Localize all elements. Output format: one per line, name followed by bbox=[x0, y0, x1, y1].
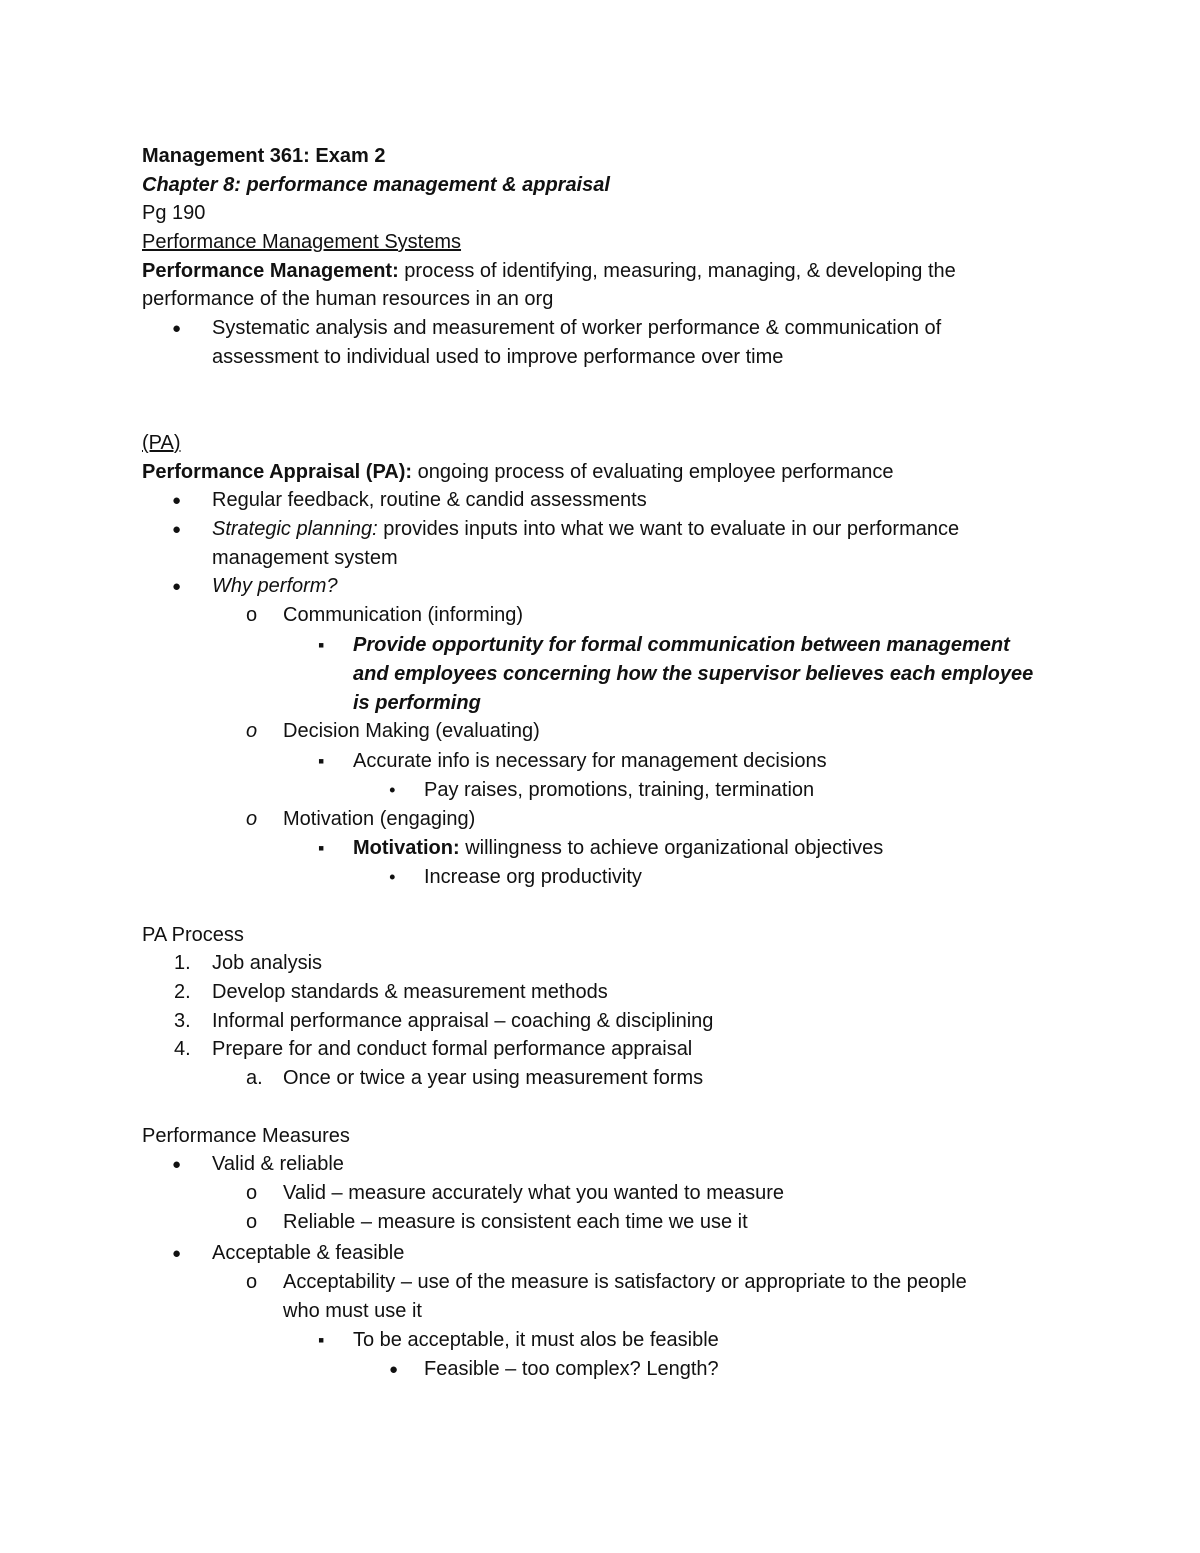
communication-detail-line bbox=[0, 631, 1200, 660]
acceptable-feasible: Acceptable & feasible bbox=[212, 1242, 405, 1264]
pa-heading: (PA) bbox=[142, 432, 181, 454]
pms-bullet-line bbox=[0, 314, 1200, 343]
circle-bullet-icon: o bbox=[246, 1211, 258, 1233]
step-number: 1. bbox=[174, 952, 191, 974]
process-step-line bbox=[0, 1035, 1200, 1064]
communication-line bbox=[0, 601, 1200, 630]
motivation-sub-line bbox=[0, 863, 1200, 892]
dot-bullet-icon: • bbox=[389, 780, 396, 800]
motivation-detail-text: willingness to achieve organizational objectives bbox=[459, 837, 884, 859]
motivation-detail-line bbox=[0, 834, 1200, 863]
measures-reliable-line bbox=[0, 1208, 1200, 1237]
process-step-line bbox=[0, 1007, 1200, 1036]
pa-definition bbox=[142, 458, 893, 487]
pa-bullet-strategic-cont-line bbox=[0, 544, 1200, 573]
chapter-title-line bbox=[0, 171, 1200, 200]
bullet-icon: ● bbox=[172, 492, 182, 509]
circle-bullet-icon: o bbox=[246, 720, 258, 742]
pa-definition-text: ongoing process of evaluating employee performance bbox=[412, 461, 894, 483]
page-reference-line bbox=[0, 199, 1200, 228]
bullet-icon: ● bbox=[172, 320, 182, 337]
decision-detail: Accurate info is necessary for management decisions bbox=[353, 750, 827, 772]
measures-heading: Performance Measures bbox=[142, 1125, 350, 1147]
square-bullet-icon: ▪ bbox=[318, 1330, 325, 1350]
course-title-line bbox=[0, 142, 1200, 171]
circle-bullet-icon: o bbox=[246, 1182, 258, 1204]
pms-bullet-cont-line bbox=[0, 343, 1200, 372]
pa-bullet-strategic-line bbox=[0, 515, 1200, 544]
bullet-icon: ● bbox=[172, 578, 182, 595]
pms-term: Performance Management: bbox=[142, 260, 399, 282]
pa-bullet-feedback: Regular feedback, routine & candid assessments bbox=[212, 489, 647, 511]
decision-line bbox=[0, 717, 1200, 746]
communication-label: Communication (informing) bbox=[283, 604, 524, 626]
course-title: Management 361: Exam 2 bbox=[142, 145, 386, 167]
feasible-text: Feasible – too complex? Length? bbox=[424, 1358, 719, 1380]
measures-heading-line bbox=[0, 1122, 1200, 1151]
bullet-icon: ● bbox=[172, 1156, 182, 1173]
process-heading-line bbox=[0, 921, 1200, 950]
chapter-title: Chapter 8: performance management & appraisal bbox=[142, 174, 610, 196]
square-bullet-icon: ▪ bbox=[318, 838, 325, 858]
step-text: Develop standards & measurement methods bbox=[212, 981, 608, 1003]
pms-bullet-text: Systematic analysis and measurement of worker performance & communication of bbox=[212, 317, 942, 339]
pa-bullet-why-line bbox=[0, 572, 1200, 601]
motivation-label: Motivation (engaging) bbox=[283, 808, 476, 830]
circle-bullet-icon: o bbox=[246, 604, 258, 626]
decision-label: Decision Making (evaluating) bbox=[283, 720, 540, 742]
bullet-icon: ● bbox=[172, 521, 182, 538]
process-step-line bbox=[0, 949, 1200, 978]
motivation-detail bbox=[353, 834, 883, 863]
communication-detail-cont-line bbox=[0, 660, 1200, 689]
pa-bullet-strategic bbox=[212, 515, 959, 544]
why-perform: Why perform? bbox=[212, 575, 338, 597]
step-number: 3. bbox=[174, 1010, 191, 1032]
measures-to-be-acceptable-line bbox=[0, 1326, 1200, 1355]
pms-definition-cont-line bbox=[0, 285, 1200, 314]
measures-acceptability-line bbox=[0, 1268, 1200, 1297]
square-bullet-icon: ▪ bbox=[318, 635, 325, 655]
valid-text: Valid – measure accurately what you wanted to measure bbox=[283, 1182, 785, 1204]
valid-reliable: Valid & reliable bbox=[212, 1153, 344, 1175]
to-be-acceptable-text: To be acceptable, it must alos be feasible bbox=[353, 1329, 719, 1351]
circle-bullet-icon: o bbox=[246, 1271, 258, 1293]
motivation-sub: Increase org productivity bbox=[424, 866, 642, 888]
step-number: 2. bbox=[174, 981, 191, 1003]
pa-bullet-feedback-line bbox=[0, 486, 1200, 515]
pms-definition bbox=[142, 257, 956, 286]
decision-sub: Pay raises, promotions, training, termination bbox=[424, 779, 815, 801]
communication-detail: Provide opportunity for formal communication between management bbox=[353, 634, 1010, 656]
process-substep-line bbox=[0, 1064, 1200, 1093]
step-number: 4. bbox=[174, 1038, 191, 1060]
strategic-text-cont: management system bbox=[212, 547, 398, 569]
measures-valid-line bbox=[0, 1179, 1200, 1208]
bullet-icon: ● bbox=[389, 1361, 399, 1378]
process-step-line bbox=[0, 978, 1200, 1007]
strategic-term: Strategic planning: bbox=[212, 518, 378, 540]
motivation-line bbox=[0, 805, 1200, 834]
communication-detail-cont: and employees concerning how the supervisor believes each employee bbox=[353, 663, 1034, 685]
pms-definition-line bbox=[0, 257, 1200, 286]
communication-detail-cont2: is performing bbox=[353, 692, 481, 714]
pms-definition-text: process of identifying, measuring, managing, & developing the bbox=[398, 260, 956, 282]
decision-detail-line bbox=[0, 747, 1200, 776]
step-text: Job analysis bbox=[212, 952, 323, 974]
communication-detail-cont2-line bbox=[0, 689, 1200, 718]
step-text: Prepare for and conduct formal performance appraisal bbox=[212, 1038, 693, 1060]
pms-heading: Performance Management Systems bbox=[142, 231, 462, 253]
reliable-text: Reliable – measure is consistent each time we use it bbox=[283, 1211, 748, 1233]
strategic-text: provides inputs into what we want to evaluate in our performance bbox=[377, 518, 960, 540]
pms-definition-cont: performance of the human resources in an org bbox=[142, 288, 554, 310]
substep-text: Once or twice a year using measurement forms bbox=[283, 1067, 704, 1089]
process-heading: PA Process bbox=[142, 924, 244, 946]
pms-bullet-text-cont: assessment to individual used to improve performance over time bbox=[212, 346, 784, 368]
dot-bullet-icon: • bbox=[389, 867, 396, 887]
pa-term: Performance Appraisal (PA): bbox=[142, 461, 413, 483]
circle-bullet-icon: o bbox=[246, 808, 258, 830]
motivation-term: Motivation: bbox=[353, 837, 460, 859]
substep-letter: a. bbox=[246, 1067, 263, 1089]
bullet-icon: ● bbox=[172, 1245, 182, 1262]
pa-definition-line bbox=[0, 458, 1200, 487]
pa-heading-line bbox=[0, 429, 1200, 458]
step-text: Informal performance appraisal – coaching & disciplining bbox=[212, 1010, 714, 1032]
measures-feasible-line bbox=[0, 1355, 1200, 1384]
square-bullet-icon: ▪ bbox=[318, 751, 325, 771]
measures-acceptable-line bbox=[0, 1239, 1200, 1268]
pms-heading-line bbox=[0, 228, 1200, 257]
acceptability-text: Acceptability – use of the measure is satisfactory or appropriate to the people bbox=[283, 1271, 967, 1293]
measures-acceptability-cont-line bbox=[0, 1297, 1200, 1326]
page-reference: Pg 190 bbox=[142, 202, 206, 224]
decision-sub-line bbox=[0, 776, 1200, 805]
acceptability-text-cont: who must use it bbox=[283, 1300, 422, 1322]
measures-valid-reliable-line bbox=[0, 1150, 1200, 1179]
